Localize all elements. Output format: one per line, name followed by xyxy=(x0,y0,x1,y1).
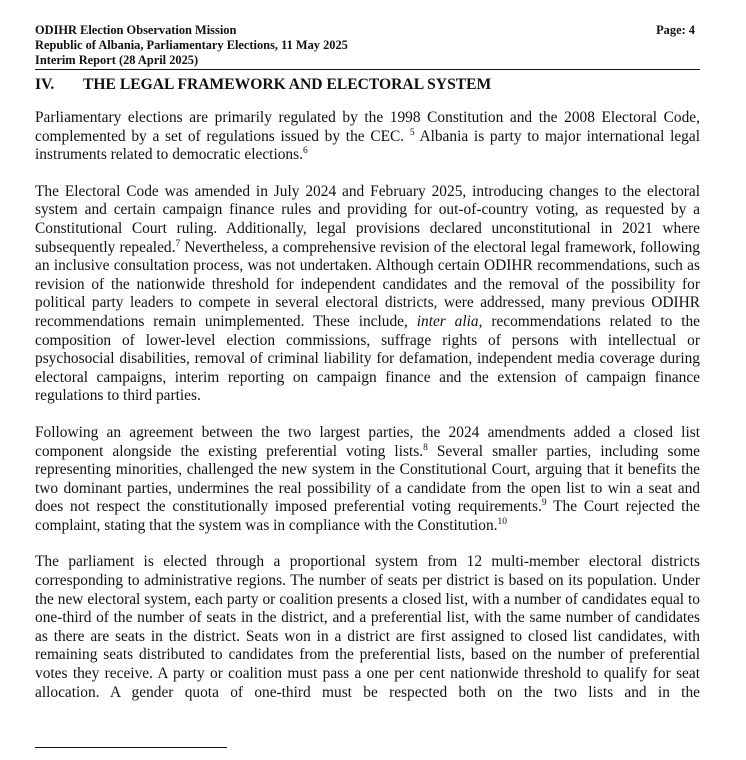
section-number: IV. xyxy=(35,76,55,93)
header-mission-name: ODIHR Election Observation Mission xyxy=(35,23,237,37)
paragraph-text: , recommendations related to the composition of lower-level election commissions, suffrage rights of persons with intellectual or psychosocial disabilities, removal of criminal liability for defamation, independent media coverage during electoral campaigns, interim reporting on campaign finance and the extension of campaign finance regulations to third parties. xyxy=(35,312,700,405)
header-election-title: Republic of Albania, Parliamentary Elections, 11 May 2025 xyxy=(35,38,348,52)
paragraph-text: The Court rejected the complaint, stating that the system was in compliance with the Constitution. xyxy=(35,498,700,534)
paragraph-text: Following an agreement between the two largest parties, the 2024 amendments added a closed list component alongside the existing preferential voting lists. xyxy=(35,423,700,460)
page-number: Page: 4 xyxy=(656,23,695,37)
paragraph-closed-list xyxy=(35,424,700,536)
paragraph-text: The parliament is elected through a proportional system from 12 multi-member electoral districts corresponding to administrative regions. The number of seats per district is based on its population. Under the new electoral system, each party or coalition presents a closed list, with a number of candidates equal to one-third of the number of seats in the district, and a preferential list, with the same number of candidates as there are seats in the district. Seats won in a district are first assigned to closed list candidates, with remaining seats distributed to candidates from the preferential lists, based on the number of preferential votes they receive. A party or coalition must pass a one per cent nationwide threshold to qualify for seat allocation. A gender quota of one-third must be respected both on the two lists and in the xyxy=(35,553,700,701)
paragraph-legal-basis xyxy=(35,109,700,165)
footnote-separator xyxy=(35,747,227,748)
running-header xyxy=(35,0,700,70)
paragraph-text: Albania is party to major international legal instruments related to democratic elections. xyxy=(35,127,700,164)
paragraph-text: Nevertheless, a comprehensive revision of the electoral legal framework, following an inclusive consultation process, was not undertaken. Although certain ODIHR recommendations, such as revision of the nationwide threshold for independent candidates and the removal of the possibility for political party leaders to compete in several electoral districts, were addressed, many previous ODIHR recommendations remain unimplemented. These include, xyxy=(35,238,700,330)
footnote-ref-5[interactable]: 5 xyxy=(409,127,415,138)
paragraph-text: Several smaller parties, including some representing minorities, challenged the new system in the Constitutional Court, arguing that it benefits the two dominant parties, undermines the real possibility of a candidate from the open list to win a seat and does not respect the constitutionally imposed preferential voting requirements. xyxy=(35,442,700,516)
section-heading xyxy=(35,75,700,95)
paragraph-text: Parliamentary elections are primarily regulated by the 1998 Constitution and the 2008 Electoral Code, complemented by a set of regulations issued by the CEC. xyxy=(35,109,700,145)
footnote-ref-7[interactable]: 7 xyxy=(175,238,181,249)
footnote-ref-9[interactable]: 9 xyxy=(541,498,547,509)
document-page xyxy=(35,0,700,702)
paragraph-text: The Electoral Code was amended in July 2024 and February 2025, introducing changes to the electoral system and certain campaign finance rules and providing for out-of-country voting, as requested by a Constitutional Court ruling. Additionally, legal provisions declared unconstitutional in 2021 where subsequently repealed. xyxy=(35,182,700,256)
footnote-ref-10[interactable]: 10 xyxy=(497,516,508,527)
italic-phrase: inter alia xyxy=(416,312,479,330)
paragraph-electoral-system xyxy=(35,553,700,702)
paragraph-amendments xyxy=(35,183,700,406)
footnote-ref-6[interactable]: 6 xyxy=(302,146,308,157)
header-report-title: Interim Report (28 April 2025) xyxy=(35,53,199,67)
section-title: THE LEGAL FRAMEWORK AND ELECTORAL SYSTEM xyxy=(83,76,492,93)
footnote-ref-8[interactable]: 8 xyxy=(423,442,428,453)
